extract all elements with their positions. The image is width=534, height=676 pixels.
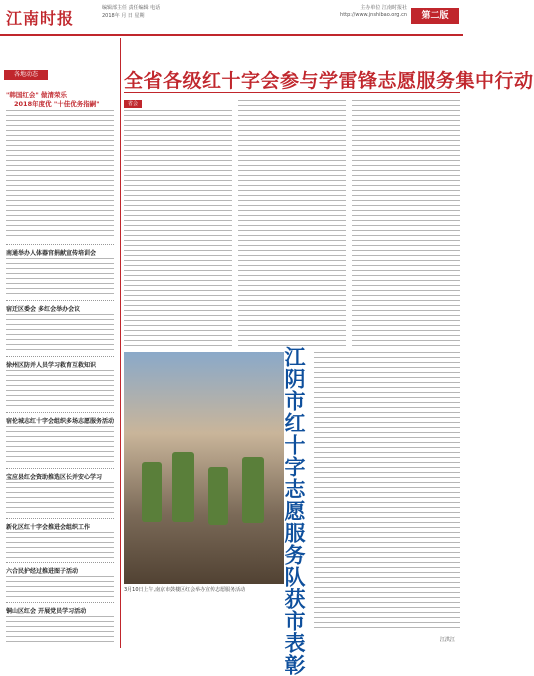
sidebar-article-title: 新化区红十字会推进会组织工作 [6, 524, 91, 531]
photo-figure [142, 462, 162, 522]
sidebar-article-body [6, 370, 114, 410]
divider [6, 356, 114, 357]
sidebar-article-body [6, 532, 114, 560]
sidebar-article-title: 南通举办人体器官捐献宣传培训会 [6, 250, 97, 257]
sidebar-article-title: 六合民护经过推进图子活动 [6, 568, 79, 575]
sidebar-article-body [6, 314, 114, 354]
divider [6, 300, 114, 301]
second-article-body [314, 352, 460, 632]
masthead-publisher: 主办单位 江南时报社 [360, 5, 407, 11]
page-number-badge: 第二版 [411, 8, 459, 24]
sidebar-article-body [6, 258, 114, 298]
sidebar-article-title: 宝应县红会资助推选区长并安心学习 [6, 474, 103, 481]
divider [124, 92, 460, 93]
sidebar-article-body [6, 482, 114, 516]
region-tag: 省会 [124, 100, 142, 108]
masthead [0, 0, 463, 36]
photo-figure [242, 457, 264, 523]
column-divider [120, 38, 121, 648]
sidebar-article-body [6, 426, 114, 466]
sidebar-article-title: 宿迁区委会 多红会举办会议 [6, 306, 81, 313]
main-article-body-col2 [238, 100, 346, 346]
sidebar-article-body [6, 576, 114, 600]
divider [6, 518, 114, 519]
photo-caption: 3月10日上午,南京市鼓楼区红会举办宣传志愿服务活动 [124, 587, 246, 593]
divider [6, 468, 114, 469]
section-label: 各地动态 [4, 70, 48, 80]
masthead-info: 编辑部主任 责任编辑 电话 [102, 5, 161, 11]
sidebar-article-body [6, 110, 114, 240]
sidebar-article-subtitle: 2018年度优 "十佳优务指嗣" [14, 100, 100, 108]
photo-figure [208, 467, 228, 525]
main-article-body-col3 [352, 100, 460, 346]
divider [6, 244, 114, 245]
photo-figure [172, 452, 194, 522]
newspaper-logo: 江南时报 [6, 9, 75, 28]
divider [6, 602, 114, 603]
author-sign: 江洪江 [439, 637, 455, 643]
sidebar-article-title: 铜山区红会 开展党员学习活动 [6, 608, 87, 615]
divider [6, 562, 114, 563]
sidebar-article-title: "韩国红会" 做清荣乐 [6, 91, 68, 99]
sidebar-article-title: 宿伦城志红十字会组织多场志愿服务活动 [6, 418, 115, 425]
masthead-url[interactable]: http://www.jnshibao.org.cn [340, 12, 407, 18]
main-article-body-col1 [124, 110, 232, 346]
divider [6, 412, 114, 413]
sidebar-article-body [6, 616, 114, 646]
vertical-article-title: 江阴市红十字志愿服务队获市表彰 [282, 346, 307, 676]
sidebar-article-title: 徐州区防并人员学习救育互救知识 [6, 362, 97, 369]
news-photo [124, 352, 284, 584]
masthead-date: 2018年 月 日 星期 [102, 13, 145, 19]
page-headline: 全省各级红十字会参与学雷锋志愿服务集中行动 [124, 70, 534, 92]
